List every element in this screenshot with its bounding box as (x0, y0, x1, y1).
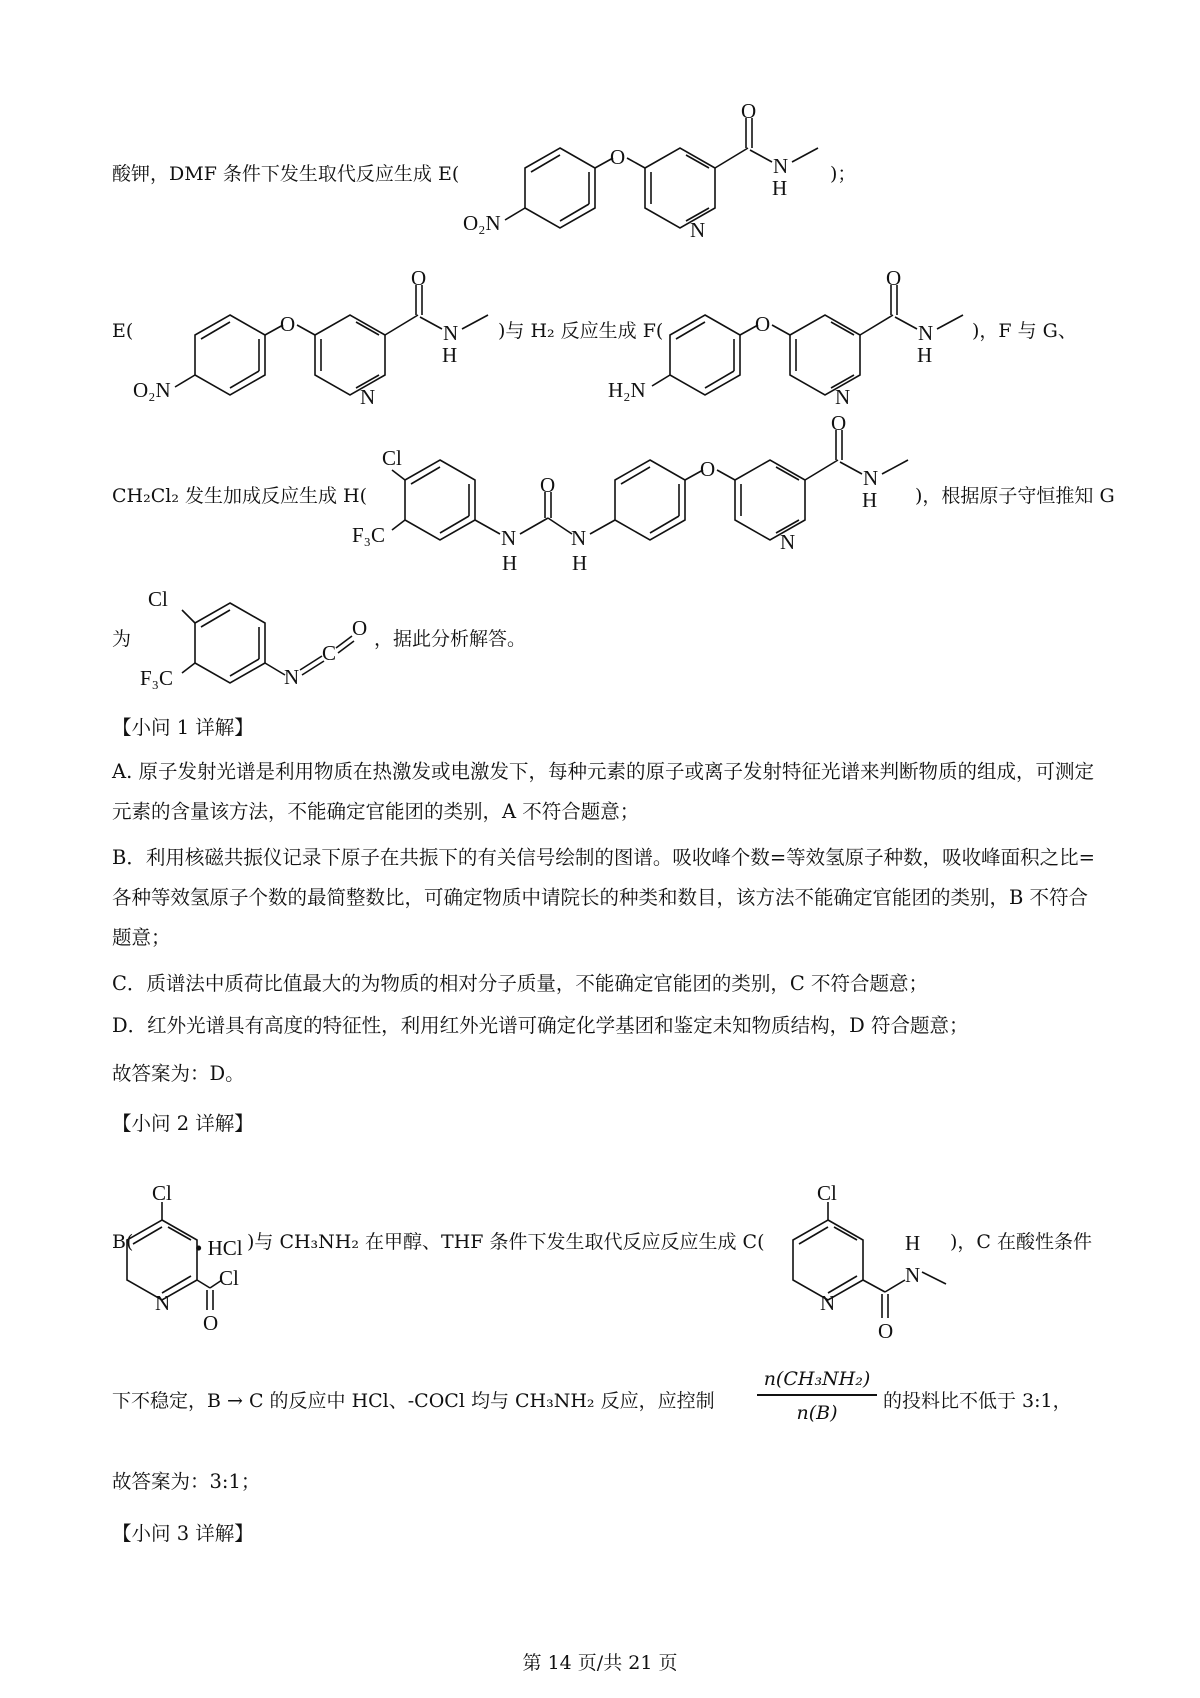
svg-text:O: O (540, 473, 556, 497)
svg-text:N: N (835, 385, 851, 409)
line1-suffix: )； (830, 163, 857, 185)
svg-text:N: N (905, 1263, 921, 1287)
fraction-bar (757, 1394, 877, 1396)
svg-text:H: H (772, 176, 788, 200)
svg-text:H: H (502, 551, 518, 575)
svg-text:H: H (917, 343, 933, 367)
svg-text:N: N (501, 526, 517, 550)
q1-option-a: A. 原子发射光谱是利用物质在热激发或电激发下，每种元素的原子或离子发射特征光谱来判断物质的组成，可测定元素的含量该方法，不能确定官能团的类别，A 不符合题意； (112, 760, 1094, 823)
line1-prefix: 酸钾，DMF 条件下发生取代反应生成 E( (112, 163, 460, 185)
svg-text:N: N (571, 526, 587, 550)
svg-text:H: H (862, 488, 878, 512)
svg-text:O₂N: O₂N (133, 378, 171, 402)
svg-text:Cl: Cl (148, 587, 168, 611)
q2-line2-suffix: 的投料比不低于 3:1， (883, 1390, 1072, 1412)
line3-prefix: CH₂Cl₂ 发生加成反应生成 H( (112, 485, 368, 507)
line3-suffix: )，根据原子守恒推知 G (915, 485, 1115, 507)
page-footer: 第 14 页/共 21 页 (522, 1652, 678, 1674)
svg-text:N: N (820, 1291, 836, 1315)
svg-text:N: N (155, 1291, 171, 1315)
ratio-fraction (757, 1368, 877, 1424)
fraction-numerator: n(CH₃NH₂) (763, 1368, 871, 1390)
svg-text:H: H (442, 343, 458, 367)
line2-e-open: E( (112, 320, 134, 342)
q2-line2-prefix: 下不稳定，B → C 的反应中 HCl、-COCl 均与 CH₃NH₂ 反应，应控制 (112, 1390, 715, 1412)
q1-heading: 【小问 1 详解】 (112, 716, 254, 739)
svg-text:N: N (863, 466, 879, 490)
line2-mid: )与 H₂ 反应生成 F( (498, 320, 664, 342)
fraction-denominator: n(B) (796, 1401, 838, 1424)
svg-text:C: C (322, 641, 337, 665)
svg-text:N: N (780, 530, 796, 554)
svg-text:F₃C: F₃C (140, 666, 174, 690)
svg-text:N: N (284, 665, 300, 689)
svg-text:H: H (905, 1231, 921, 1255)
atom-O: O (610, 145, 626, 169)
svg-text:N: N (918, 321, 934, 345)
svg-text:O: O (280, 312, 296, 336)
q1-option-c: C．质谱法中质荷比值最大的为物质的相对分子质量，不能确定官能团的类别，C 不符合题意； (112, 972, 929, 995)
svg-text:N: N (360, 385, 376, 409)
q1-option-d: D．红外光谱具有高度的特征性，利用红外光谱可确定化学基团和鉴定未知物质结构，D 符合题意； (112, 1014, 969, 1037)
q1-option-b: B．利用核磁共振仪记录下原子在共振下的有关信号绘制的图谱。吸收峰个数=等效氢原子种数，吸收峰面积之比=各种等效氢原子个数的最简整数比，可确定物质中请院长的种类和数目，该方法不能确定官能团的类别，B 不符合题意； (112, 846, 1096, 949)
svg-text:H₂N: H₂N (608, 378, 646, 402)
line4-prefix: 为 (112, 628, 132, 650)
svg-text:N: N (443, 321, 459, 345)
svg-text:O: O (831, 411, 847, 435)
q1-answer: 故答案为：D。 (112, 1062, 245, 1085)
svg-text:O: O (878, 1319, 894, 1343)
svg-text:N: N (690, 218, 706, 242)
svg-text:Cl: Cl (382, 446, 402, 470)
svg-text:O: O (886, 266, 902, 290)
svg-text:O: O (203, 1311, 219, 1335)
q2-b-open: B( (112, 1231, 134, 1253)
q2-mid: )与 CH₃NH₂ 在甲醇、THF 条件下发生取代反应反应生成 C( (247, 1231, 765, 1253)
q2-heading: 【小问 2 详解】 (112, 1112, 254, 1135)
svg-text:O: O (700, 457, 716, 481)
svg-text:Cl: Cl (152, 1181, 172, 1205)
line4-suffix: ，据此分析解答。 (374, 628, 527, 650)
svg-text:Cl: Cl (219, 1266, 239, 1290)
atom-NO2: O₂N (463, 211, 501, 235)
svg-text:F₃C: F₃C (352, 523, 386, 547)
svg-text:• HCl: • HCl (195, 1236, 243, 1260)
q2-answer: 故答案为：3:1； (112, 1470, 261, 1493)
line2-suffix: )，F 与 G、 (972, 320, 1077, 342)
q2-suffix: )，C 在酸性条件 (950, 1231, 1092, 1253)
svg-text:Cl: Cl (817, 1181, 837, 1205)
svg-text:O: O (352, 616, 368, 640)
svg-text:O: O (411, 266, 427, 290)
q3-heading: 【小问 3 详解】 (112, 1522, 254, 1545)
svg-text:N: N (773, 154, 789, 178)
svg-text:H: H (572, 551, 588, 575)
svg-text:O: O (741, 99, 757, 123)
svg-text:O: O (755, 312, 771, 336)
